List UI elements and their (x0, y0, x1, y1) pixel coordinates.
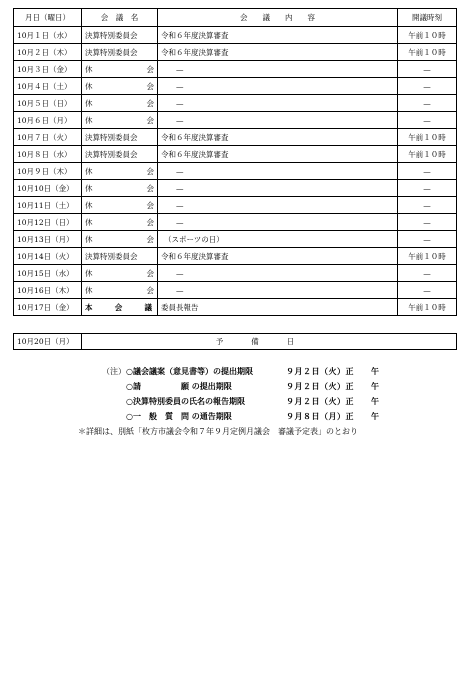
recess-name: 休 会 (85, 200, 154, 210)
row-date: 10月10日（金） (14, 180, 82, 197)
table-row (14, 95, 457, 112)
row-date: 10月７日（火） (14, 129, 82, 146)
row-meeting-name (82, 78, 158, 95)
table-row (14, 78, 457, 95)
recess-name: 休 会 (85, 268, 154, 278)
row-meeting-name (82, 231, 158, 248)
row-date: 10月１日（水） (14, 27, 82, 44)
row-meeting-name (82, 180, 158, 197)
row-content: — (158, 163, 398, 180)
row-content: — (158, 180, 398, 197)
note-deadline-2: ９月２日（火）正 午 (286, 381, 380, 391)
row-start-time: — (398, 61, 457, 78)
table-row (14, 61, 457, 78)
table-row (14, 163, 457, 180)
row-content: 令和６年度決算審査 (158, 146, 398, 163)
row-date: 10月４日（土） (14, 78, 82, 95)
row-date: 10月８日（水） (14, 146, 82, 163)
table-row (14, 146, 457, 163)
note-item-3: ○決算特別委員の氏名の報告期限 (126, 396, 245, 406)
note-detail: ＊詳細は、別紙「枚方市議会令和７年９月定例月議会 審議予定表」のとおり (78, 427, 358, 436)
recess-name: 休 会 (85, 234, 154, 244)
row-content: 令和６年度決算審査 (158, 44, 398, 61)
schedule-table (13, 8, 457, 316)
row-start-time: — (398, 95, 457, 112)
row-meeting-name (82, 112, 158, 129)
row-start-time: 午前１０時 (398, 129, 457, 146)
row-start-time: — (398, 78, 457, 95)
note-deadline-4: ９月８日（月）正 午 (286, 411, 380, 421)
row-start-time: — (398, 282, 457, 299)
row-meeting-name (82, 61, 158, 78)
header-time: 開議時刻 (398, 9, 457, 27)
row-content: — (158, 214, 398, 231)
plenary-name: 本 会 議 (85, 302, 152, 312)
table-row (14, 214, 457, 231)
row-date: 10月５日（日） (14, 95, 82, 112)
row-meeting-name (82, 197, 158, 214)
table-row (14, 112, 457, 129)
row-start-time: 午前１０時 (398, 44, 457, 61)
row-start-time: 午前１０時 (398, 146, 457, 163)
table-row (14, 248, 457, 265)
table-row (14, 44, 457, 61)
recess-name: 休 会 (85, 183, 154, 193)
row-date: 10月11日（土） (14, 197, 82, 214)
row-date: 10月16日（木） (14, 282, 82, 299)
table-row (14, 197, 457, 214)
row-date: 10月12日（日） (14, 214, 82, 231)
row-start-time: — (398, 180, 457, 197)
row-start-time: 午前１０時 (398, 248, 457, 265)
row-date: 10月15日（水） (14, 265, 82, 282)
row-start-time: — (398, 197, 457, 214)
recess-name: 休 会 (85, 64, 154, 74)
row-date: 10月14日（火） (14, 248, 82, 265)
reserve-label: 予備日 (82, 334, 457, 350)
table-row (14, 231, 457, 248)
note-prefix: （注） (102, 367, 126, 376)
row-date: 10月３日（金） (14, 61, 82, 78)
row-start-time: — (398, 163, 457, 180)
row-meeting-name: 決算特別委員会 (82, 44, 158, 61)
row-content: 委員長報告 (158, 299, 398, 316)
note-deadline-1: ９月２日（火）正 午 (286, 366, 380, 376)
note-item-1: ○議会議案（意見書等）の提出期限 (126, 366, 253, 376)
row-meeting-name: 決算特別委員会 (82, 146, 158, 163)
row-content: — (158, 197, 398, 214)
recess-name: 休 会 (85, 217, 154, 227)
row-date: 10月２日（木） (14, 44, 82, 61)
row-meeting-name (82, 95, 158, 112)
row-start-time: — (398, 265, 457, 282)
row-date: 10月６日（月） (14, 112, 82, 129)
table-row (14, 27, 457, 44)
note-item-4: ○一 般 質 問 の通告期限 (126, 411, 232, 421)
row-start-time: — (398, 214, 457, 231)
row-meeting-name (82, 299, 158, 316)
row-content: — (158, 61, 398, 78)
row-meeting-name: 決算特別委員会 (82, 129, 158, 146)
note-deadline-3: ９月２日（火）正 午 (286, 396, 380, 406)
recess-name: 休 会 (85, 166, 154, 176)
recess-name: 休 会 (85, 81, 154, 91)
row-meeting-name (82, 214, 158, 231)
row-start-time: 午前１０時 (398, 27, 457, 44)
row-start-time: — (398, 112, 457, 129)
row-content: 令和６年度決算審査 (158, 248, 398, 265)
reserve-day-table (13, 333, 457, 350)
row-content: 令和６年度決算審査 (158, 27, 398, 44)
row-content: 令和６年度決算審査 (158, 129, 398, 146)
row-content: — (158, 78, 398, 95)
header-date: 月日（曜日） (14, 9, 82, 27)
row-date: 10月17日（金） (14, 299, 82, 316)
row-meeting-name: 決算特別委員会 (82, 248, 158, 265)
reserve-row (14, 334, 457, 350)
row-content: （スポーツの日） (158, 231, 398, 248)
recess-name: 休 会 (85, 115, 154, 125)
reserve-date: 10月20日（月） (14, 334, 82, 350)
header-row (14, 9, 457, 27)
row-content: — (158, 282, 398, 299)
row-content: — (158, 95, 398, 112)
row-meeting-name (82, 163, 158, 180)
schedule-body (14, 27, 457, 316)
row-date: 10月９日（木） (14, 163, 82, 180)
row-content: — (158, 112, 398, 129)
row-meeting-name (82, 282, 158, 299)
note-item-2: ○請 願 の提出期限 (126, 381, 232, 391)
table-row (14, 282, 457, 299)
header-content: 会 議 内 容 (158, 9, 398, 27)
row-content: — (158, 265, 398, 282)
table-row (14, 129, 457, 146)
row-meeting-name (82, 265, 158, 282)
row-start-time: 午前１０時 (398, 299, 457, 316)
row-start-time: — (398, 231, 457, 248)
table-row (14, 299, 457, 316)
recess-name: 休 会 (85, 98, 154, 108)
table-row (14, 265, 457, 282)
row-meeting-name: 決算特別委員会 (82, 27, 158, 44)
table-row (14, 180, 457, 197)
header-name: 会 議 名 (82, 9, 158, 27)
recess-name: 休 会 (85, 285, 154, 295)
row-date: 10月13日（月） (14, 231, 82, 248)
